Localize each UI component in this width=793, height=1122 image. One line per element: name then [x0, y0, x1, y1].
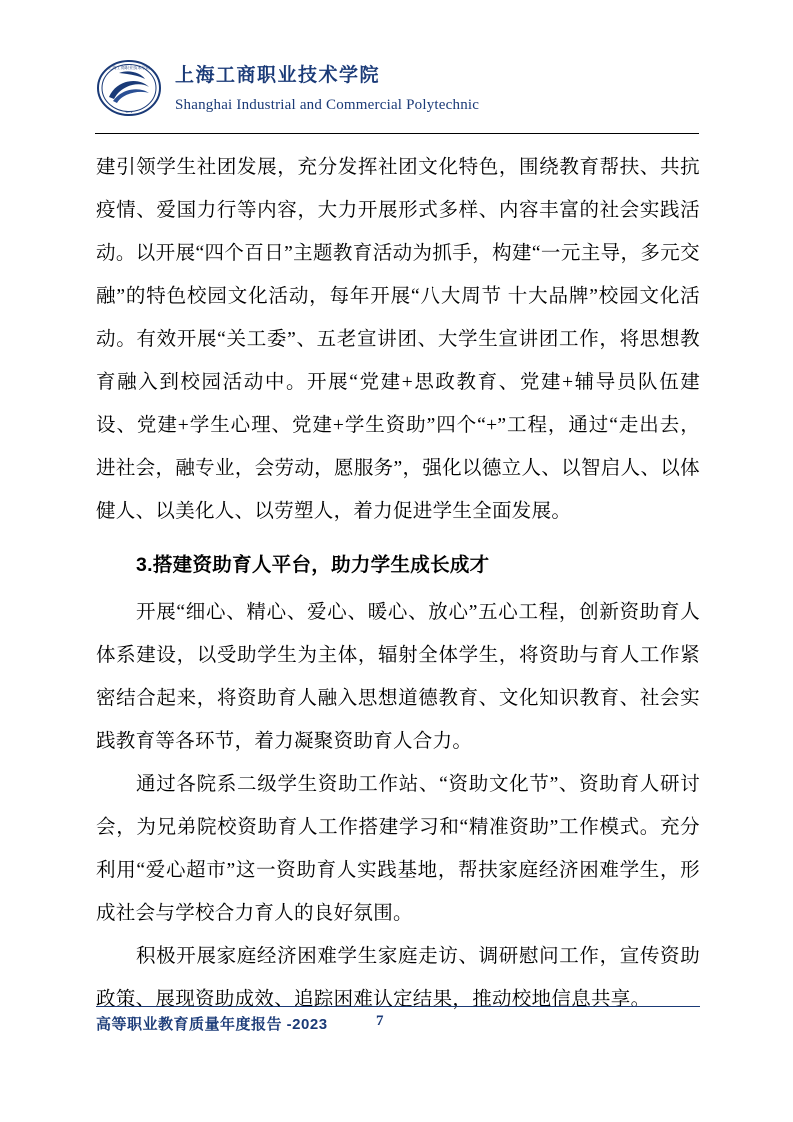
body-paragraph-1: 建引领学生社团发展，充分发挥社团文化特色，围绕教育帮扶、共抗疫情、爱国力行等内容，大力开展形式多样、内容丰富的社会实践活动。以开展“四个百日”主题教育活动为抓手，构建“一元主导，多元交融”的特色校园文化活动，每年开展“八大周节 十大品牌”校园文化活动。有效开展“关工委”、五老宣讲团、大学生宣讲团工作，将思想教育融入到校园活动中。开展“党建+思政教育、党建+辅导员队伍建设、党建+学生心理、党建+学生资助”四个“+”工程，通过“走出去，进社会，融专业，会劳动，愿服务”，强化以德立人、以智启人、以体健人、以美化人、以劳塑人，着力促进学生全面发展。	[96, 157, 700, 522]
header-divider	[95, 133, 699, 134]
section-heading-3: 3.搭建资助育人平台，助力学生成长成才	[136, 554, 490, 576]
page-number: 7	[376, 1013, 384, 1029]
body-paragraph-3: 通过各院系二级学生资助工作站、“资助文化节”、资助育人研讨会，为兄弟院校资助育人工作搭建学习和“精准资助”工作模式。充分利用“爱心超市”这一资助育人实践基地，帮扶家庭经济困难学生，形成社会与学校合力育人的良好氛围。	[96, 774, 700, 924]
institution-name-en: Shanghai Industrial and Commercial Polytechnic	[175, 97, 480, 113]
svg-text:SICP: SICP	[125, 110, 133, 114]
svg-text:上海工商职业技术学院: 上海工商职业技术学院	[108, 65, 150, 70]
page-header	[95, 55, 705, 125]
footer-divider	[96, 1006, 700, 1007]
body-paragraph-4: 积极开展家庭经济困难学生家庭走访、调研慰问工作，宣传资助政策、展现资助成效、追踪困难认定结果，推动校地信息共享。	[96, 946, 700, 1010]
institution-name-cn: 上海工商职业技术学院	[175, 65, 381, 86]
school-emblem-icon	[95, 57, 163, 119]
header-institution-block	[175, 63, 695, 114]
page-footer	[96, 1013, 700, 1043]
page-content	[96, 146, 700, 1021]
footer-report-title: 高等职业教育质量年度报告 -2023	[96, 1016, 328, 1033]
body-paragraph-2: 开展“细心、精心、爱心、暖心、放心”五心工程，创新资助育人体系建设，以受助学生为主体，辐射全体学生，将资助与育人工作紧密结合起来，将资助育人融入思想道德教育、文化知识教育、社会实践教育等各环节，着力凝聚资助育人合力。	[96, 602, 700, 752]
